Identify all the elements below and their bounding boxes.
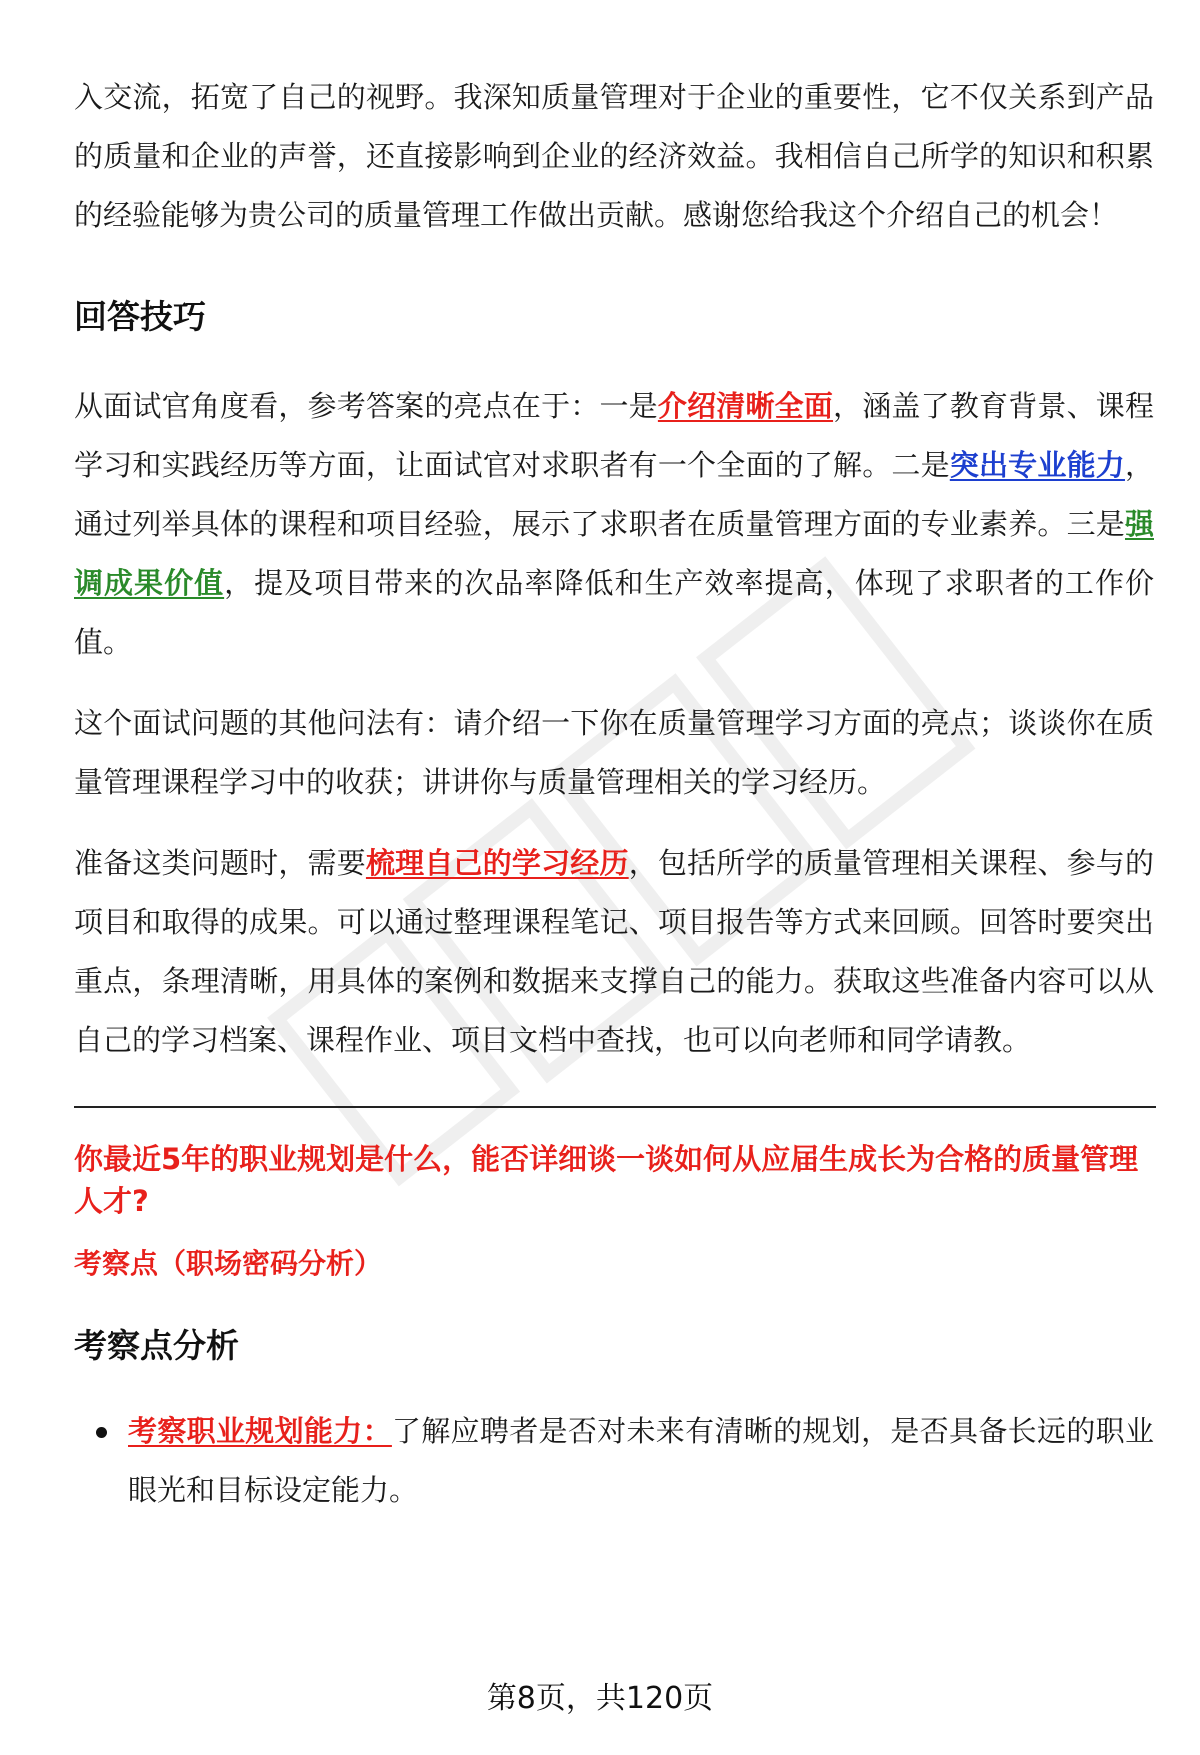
tips-paragraph-1 — [74, 377, 1154, 672]
analysis-list — [74, 1402, 1154, 1520]
highlight-result-value: 强调成果价值 — [74, 507, 1154, 600]
document-page — [74, 68, 1154, 1520]
bullet-dot-icon — [96, 1427, 107, 1438]
bullet-text: 了解应聘者是否对未来有清晰的规划，是否具备长远的职业眼光和目标设定能力。 — [128, 1414, 1154, 1507]
question-subtitle: 考察点（职场密码分析） — [74, 1247, 383, 1280]
highlight-clear-complete: 介绍清晰全面 — [657, 389, 834, 423]
tips-text: ，涵盖了教育背景、课程学习和实践经历等方面，让面试官对求职者有一个全面的了解。二是 — [74, 389, 1154, 482]
highlight-professional-ability: 突出专业能力 — [949, 448, 1125, 482]
list-item — [74, 1402, 1154, 1520]
tips-text: 准备这类问题时，需要 — [74, 846, 366, 880]
tips-paragraph-2: 这个面试问题的其他问法有：请介绍一下你在质量管理学习方面的亮点；谈谈你在质量管理课程学习中的收获；讲讲你与质量管理相关的学习经历。 — [74, 706, 1154, 799]
question-title: 你最近5年的职业规划是什么，能否详细谈一谈如何从应届生成长为合格的质量管理人才? — [74, 1142, 1139, 1218]
tips-section-title: 回答技巧 — [74, 297, 206, 336]
tips-paragraph-3 — [74, 834, 1154, 1070]
analysis-section-title: 考察点分析 — [74, 1326, 239, 1365]
page-footer: 第8页，共120页 — [486, 1681, 714, 1716]
intro-paragraph: 入交流，拓宽了自己的视野。我深知质量管理对于企业的重要性，它不仅关系到产品的质量和企业的声誉，还直接影响到企业的经济效益。我相信自己所学的知识和积累的经验能够为贵公司的质量管理工作做出贡献。感谢您给我这个介绍自己的机会！ — [74, 80, 1154, 232]
tips-text: 从面试官角度看，参考答案的亮点在于：一是 — [74, 389, 658, 423]
highlight-study-experience: 梳理自己的学习经历 — [365, 846, 629, 880]
section-divider — [74, 1106, 1156, 1108]
tips-text: ，包括所学的质量管理相关课程、参与的项目和取得的成果。可以通过整理课程笔记、项目报告等方式来回顾。回答时要突出重点，条理清晰，用具体的案例和数据来支撑自己的能力。获取这些准备内容可以从自己的学习档案、课程作业、项目文档中查找，也可以向老师和同学请教。 — [74, 846, 1154, 1057]
tips-text: ，提及项目带来的次品率降低和生产效率提高，体现了求职者的工作价值。 — [74, 566, 1154, 659]
tips-text: ，通过列举具体的课程和项目经验，展示了求职者在质量管理方面的专业素养。三是 — [74, 448, 1154, 541]
bullet-highlight: 考察职业规划能力： — [128, 1414, 392, 1448]
